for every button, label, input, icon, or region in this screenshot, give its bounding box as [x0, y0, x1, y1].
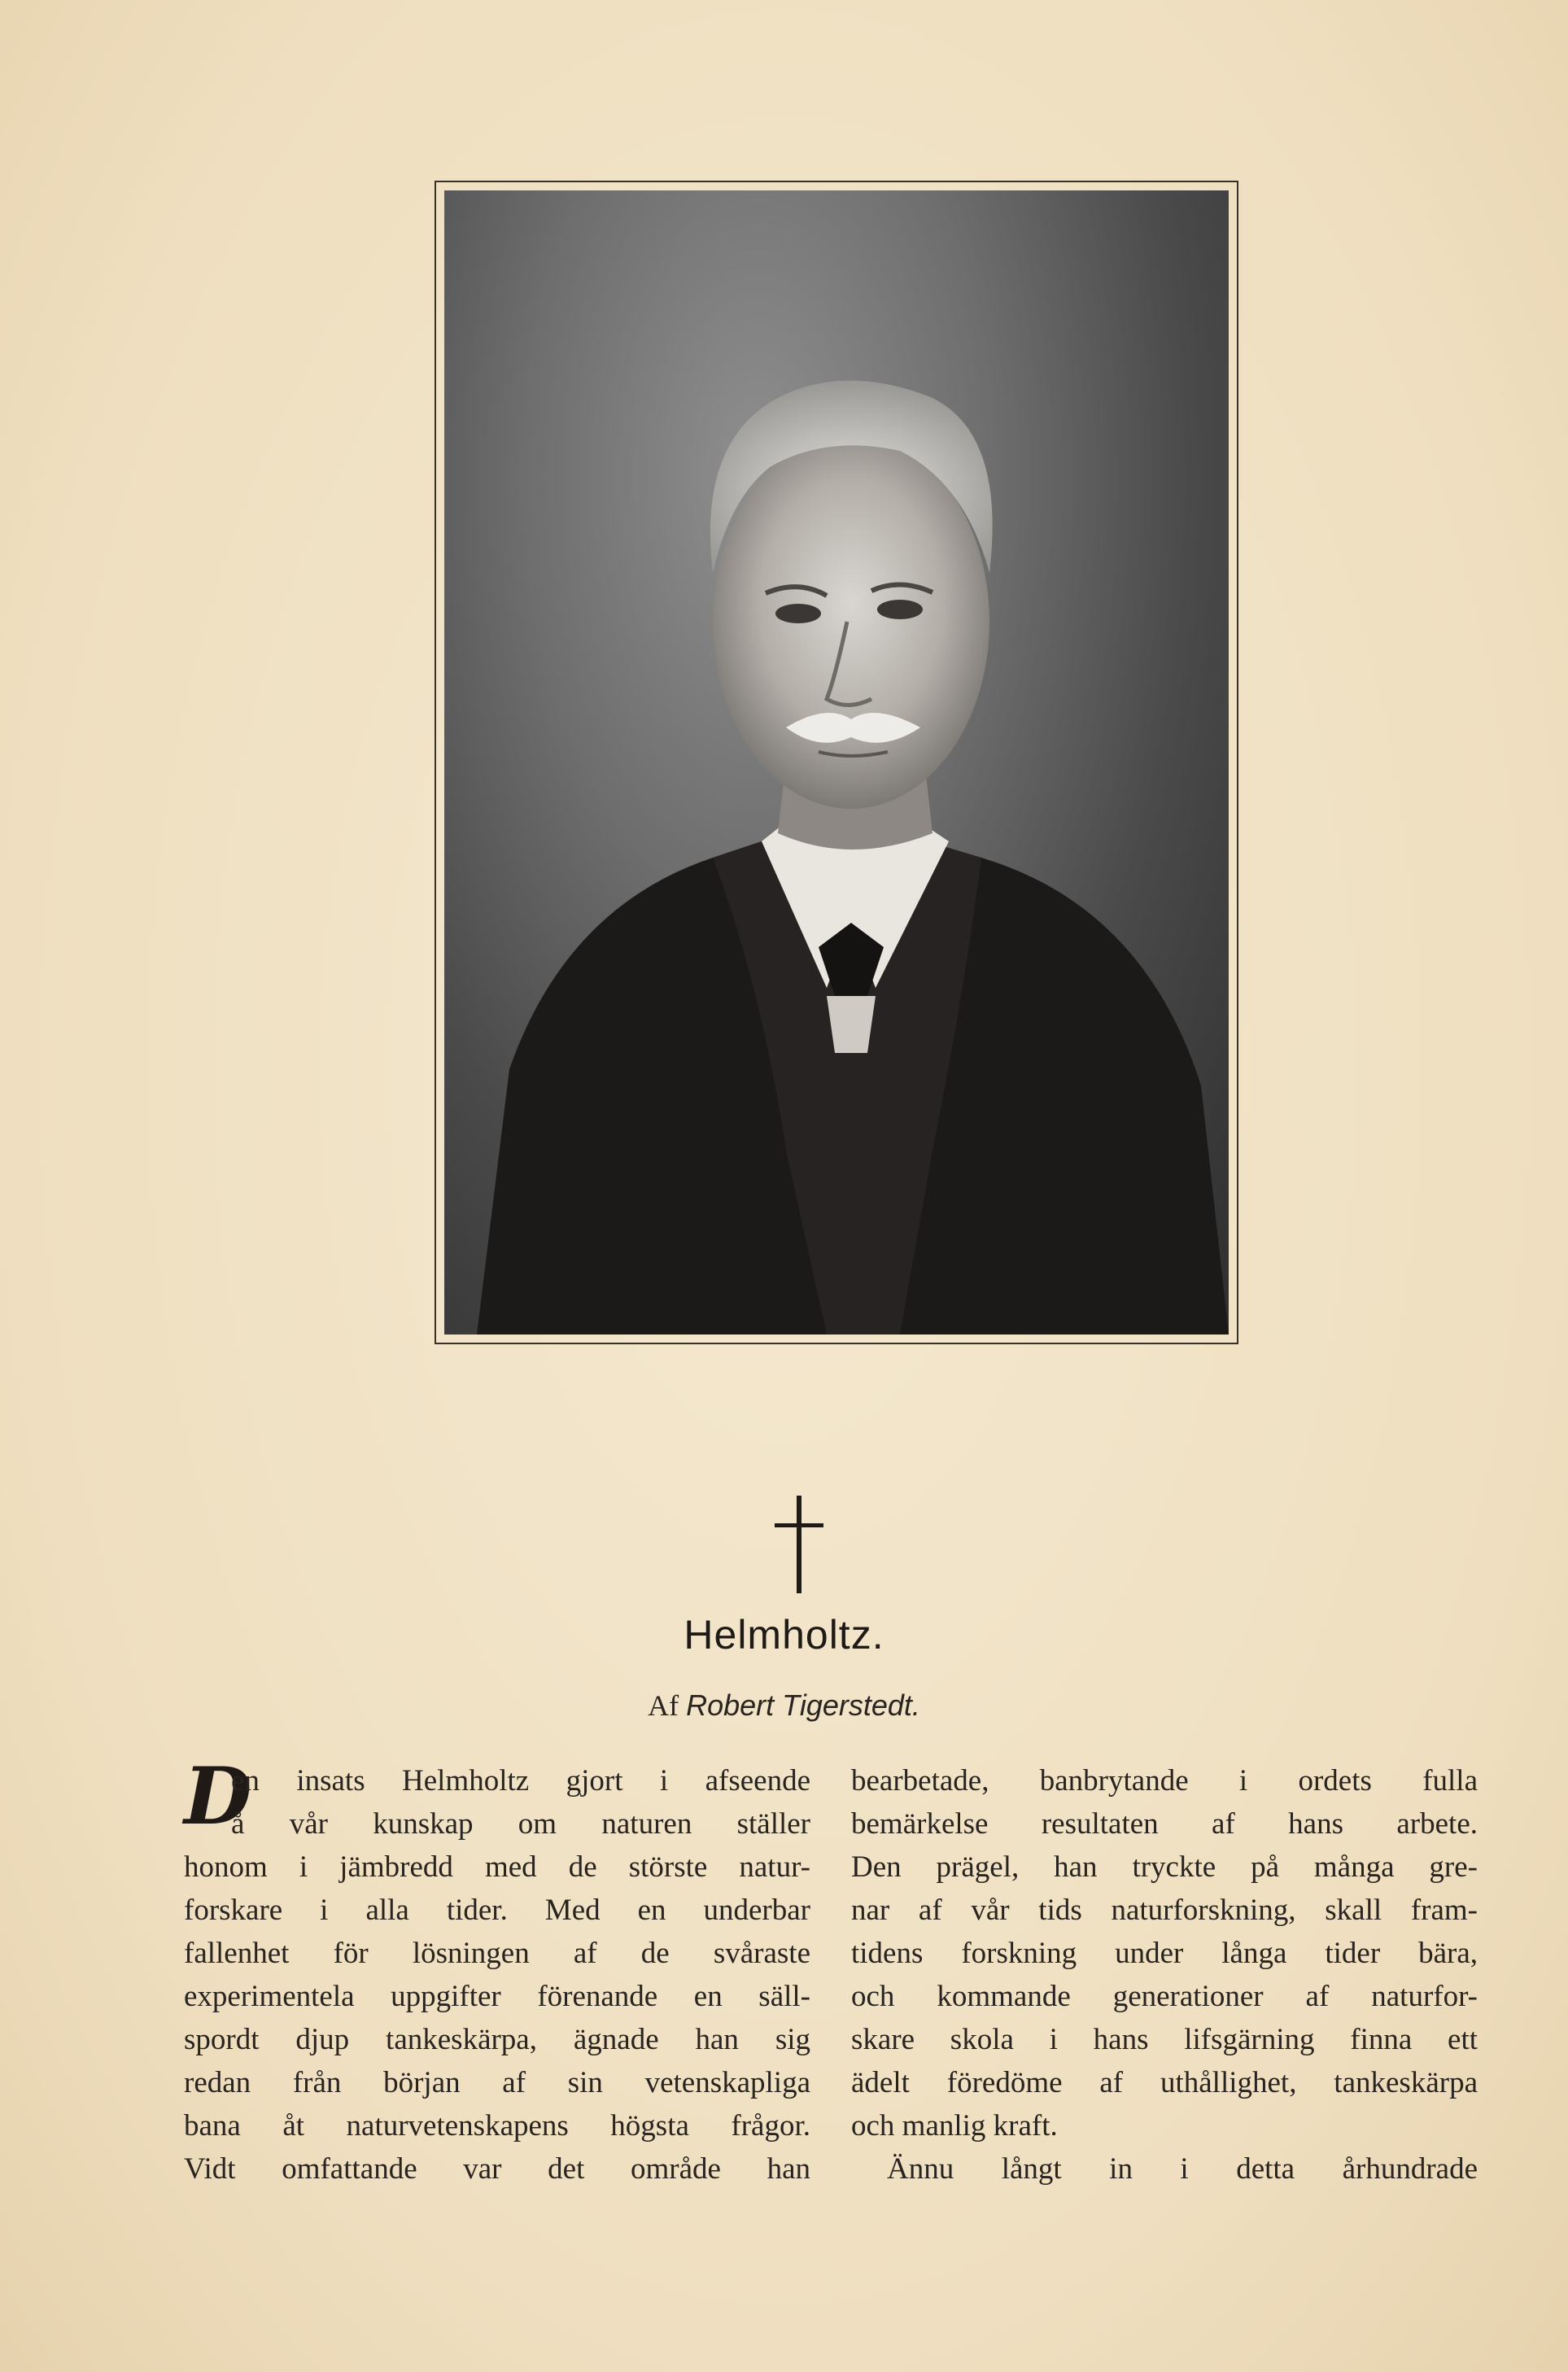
- text-line: bana åt naturvetenskapens högsta frågor.: [184, 2109, 810, 2143]
- byline: [0, 1688, 1568, 1723]
- text-line: skare skola i hans lifsgärning finna ett: [851, 2023, 1478, 2056]
- text-line: bemärkelse resultaten af hans arbete.: [851, 1807, 1478, 1841]
- text-line: forskare i alla tider. Med en underbar: [184, 1894, 810, 1927]
- portrait-frame: [435, 181, 1238, 1344]
- text-line: Vidt omfattande var det område han: [184, 2152, 810, 2186]
- text-line: tidens forskning under långa tider bära,: [851, 1937, 1478, 1970]
- text-line: honom i jämbredd med de störste natur-: [184, 1850, 810, 1884]
- text-line: ädelt föredöme af uthållighet, tankeskärpa: [851, 2066, 1478, 2099]
- text-line: och kommande generationer af naturfor-: [851, 1980, 1478, 2013]
- text-line: en insats Helmholtz gjort i afseende: [231, 1764, 810, 1798]
- text-line: spordt djup tankeskärpa, ägnade han sig: [184, 2023, 810, 2056]
- text-line: bearbetade, banbrytande i ordets fulla: [851, 1764, 1478, 1798]
- text-column-right: [851, 1759, 1478, 2191]
- text-line: å vår kunskap om naturen ställer: [231, 1807, 810, 1841]
- byline-prefix: Af: [648, 1689, 679, 1722]
- cross-icon: [775, 1496, 823, 1593]
- text-line: redan från början af sin vetenskapliga: [184, 2066, 810, 2099]
- article-title: Helmholtz.: [684, 1612, 884, 1658]
- text-line: Ännu långt in i detta århundrade: [887, 2152, 1478, 2186]
- text-line: Den prägel, han tryckte på många gre-: [851, 1850, 1478, 1884]
- portrait-illustration: [444, 190, 1229, 1335]
- text-line: experimentela uppgifter förenande en säll-: [184, 1980, 810, 2013]
- byline-author: Robert Tigerstedt.: [686, 1688, 920, 1722]
- text-line: nar af vår tids naturforskning, skall fram-: [851, 1894, 1478, 1927]
- text-column-left: [184, 1750, 810, 2191]
- text-line: och manlig kraft.: [851, 2109, 1058, 2143]
- drop-cap: D: [184, 1750, 252, 1842]
- portrait-photograph: [444, 190, 1229, 1335]
- text-line: fallenhet för lösningen af de svåraste: [184, 1937, 810, 1970]
